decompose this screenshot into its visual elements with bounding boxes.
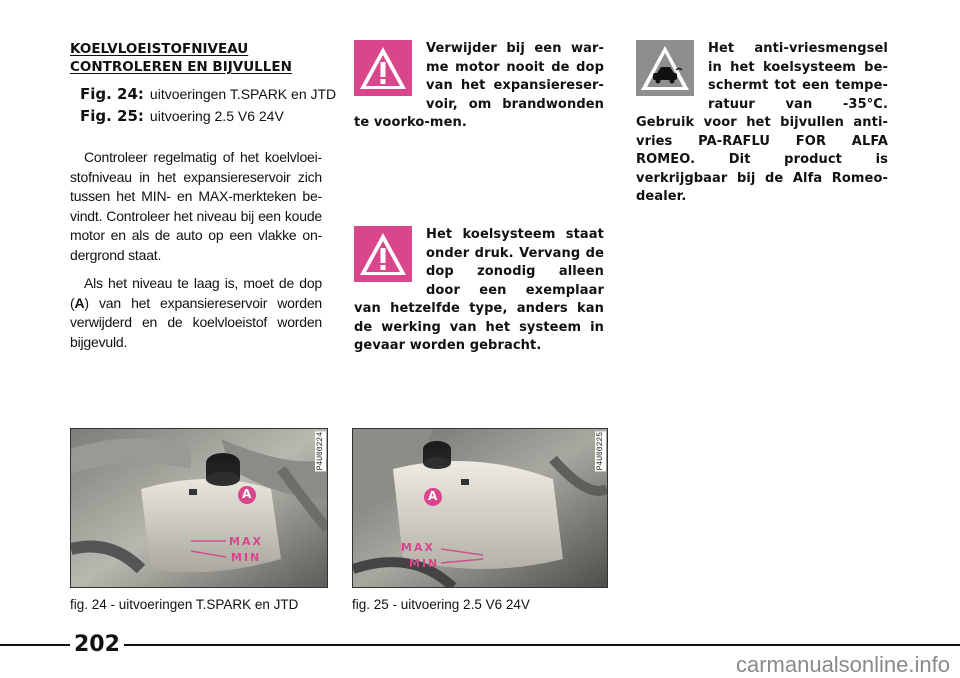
figure-24-caption: fig. 24 - uitvoeringen T.SPARK en JTD [70,597,299,612]
warning-pressure-text: Het koelsysteem staat onder druk. Vervang de dop zonodig alleen door een exemplaar van hetzelfde type, anders kan de werking van het systeem in gevaar worden gebracht. [354,227,604,353]
fig24-code: P4U00224 [316,432,325,471]
environment-car-icon [636,40,694,96]
cap-label-a: A [74,294,85,311]
fig25-label-max: MAX [401,541,435,554]
page-number: 202 [70,632,124,657]
warning-hot-engine [354,40,604,133]
figure-25-photo [352,428,608,588]
fig-ref-25-label: Fig. 25: [80,107,144,125]
fig-ref-25 [80,106,284,127]
fig24-label-min: MIN [231,551,262,564]
note-antifreeze [636,40,888,207]
fig-ref-24-label: Fig. 24: [80,85,144,103]
warning-triangle-icon [354,226,412,282]
fig24-label-max: MAX [229,535,263,548]
footer-rule [0,644,960,646]
section-heading [70,40,340,76]
paragraph-refill-pre: Als het niveau te laag is, moet de dop ( [70,275,322,311]
note-antifreeze-text: Het anti-vriesmengsel in het koelsysteem be-schermt tot een tempe-ratuur van -35°C. Gebruik voor het bijvullen anti-vries PA-RAFLU FOR ALFA ROMEO. Dit product is verkrijgbaar bij de Alfa Romeo-dealer. [636,41,888,204]
watermark: carmanualsonline.info [735,652,950,677]
fig-ref-24 [80,84,336,105]
paragraph-refill [70,274,322,352]
warning-hot-engine-text: Verwijder bij een war-me motor nooit de dop van het expansiereser-voir, om brandwonden te voorko-men. [354,41,604,130]
warning-pressure [354,226,604,356]
fig-ref-25-text: uitvoering 2.5 V6 24V [149,108,284,124]
fig-ref-24-text: uitvoeringen T.SPARK en JTD [149,86,337,102]
fig25-code: P4U00225 [596,432,605,471]
heading-line-2: CONTROLEREN EN BIJVULLEN [70,59,292,75]
figure-25-caption: fig. 25 - uitvoering 2.5 V6 24V [352,597,530,612]
heading-line-1: KOELVLOEISTOFNIVEAU [70,41,249,57]
fig25-label-min: MIN [409,557,440,570]
figure-24-photo [70,428,328,588]
coolant-reservoir-image [71,429,327,587]
coolant-reservoir-image [353,429,607,587]
fig25-label-a: A [428,489,438,503]
paragraph-check-level: Controleer regelmatig of het koelvloei-stofniveau in het expansiereservoir zich tussen het MIN- en MAX-merkteken be-vindt. Controleer het niveau bij een koude motor en als de auto op een vlakke on-dergrond staat. [70,149,322,263]
fig24-label-a: A [242,487,252,501]
warning-triangle-icon [354,40,412,96]
paragraph-refill-post: ) van het expansiereservoir worden verwijderd en de koelvloeistof worden bijgevuld. [70,294,322,350]
